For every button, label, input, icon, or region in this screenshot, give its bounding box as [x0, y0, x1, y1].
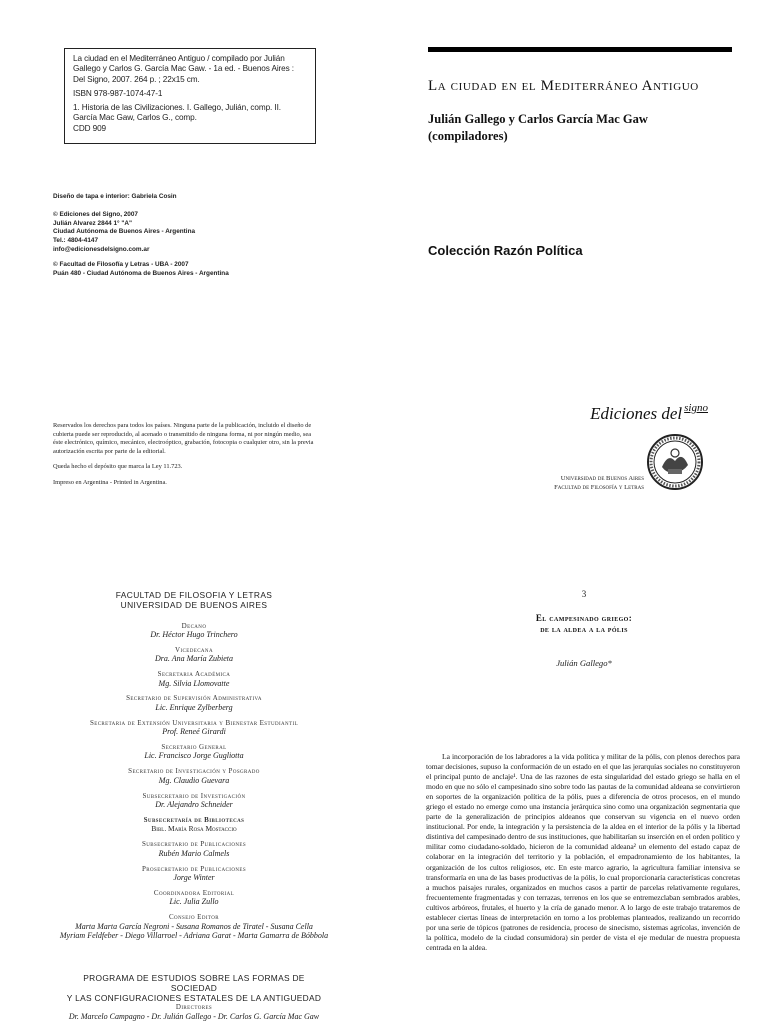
title-rule: [428, 47, 732, 52]
program-line: PROGRAMA DE ESTUDIOS SOBRE LAS FORMAS DE SOCIEDAD: [83, 973, 305, 994]
staff-role: Secretario General: [161, 743, 227, 752]
staff-name: Prof. Reneé Girardi: [162, 727, 226, 737]
staff-name: Mg. Claudio Guevara: [158, 775, 230, 785]
faculty-header-line: UNIVERSIDAD DE BUENOS AIRES: [120, 600, 268, 610]
staff-name: Lic. Enrique Zylberberg: [155, 702, 233, 712]
university-name: Universidad de Buenos Aires: [560, 475, 644, 482]
staff-name: Marta Marta García Negroni - Susana Romanos de Tiratel - Susana Cella: [75, 921, 313, 931]
staff-name: Dr. Alejandro Schneider: [155, 800, 233, 810]
cdd-number: CDD 909: [73, 123, 106, 133]
faculty-header: [66, 590, 322, 610]
staff-role: Coordinadora Editorial: [153, 888, 235, 897]
edition-line: info@edicionesdelsigno.com.ar: [53, 245, 150, 253]
staff-name: Myriam Feldfeber - Diego Villarroel - Adriana Garat - Marta Gamarra de Bóbbola: [59, 930, 329, 940]
book-title: La ciudad en el Mediterráneo Antiguo: [428, 78, 699, 94]
staff-name: Rubén Mario Calmels: [158, 848, 230, 858]
printed-in: Impreso en Argentina - Printed in Argentina.: [53, 478, 167, 486]
chapter-page: [384, 560, 768, 1024]
staff-role: Consejo Editor: [168, 913, 220, 922]
university-seal-icon: [646, 433, 704, 491]
faculty-header-line: FACULTAD DE FILOSOFIA Y LETRAS: [115, 590, 273, 600]
catalog-entry: La ciudad en el Mediterráneo Antiguo / compilado por Julián Gallego y Carlos G. García Mac Gaw. - 1a ed. - Buenos Aires : Del Signo, 2007. 264 p. ; 22x15 cm.: [73, 54, 294, 84]
staff-role: Decano: [181, 621, 207, 630]
legal-deposit: Queda hecho el depósito que marca la Ley 11.723.: [53, 463, 183, 471]
publisher-name: Ediciones del: [590, 404, 683, 423]
staff-role: Subsecretaría de Bibliotecas: [143, 815, 245, 824]
program-line: Y LAS CONFIGURACIONES ESTATALES DE LA ANTIGUEDAD: [66, 993, 322, 1004]
directors-names: Dr. Marcelo Campagno - Dr. Julián Gallego - Dr. Carlos G. García Mac Gaw: [68, 1012, 320, 1021]
staff-role: Secretario de Supervisión Administrativa: [126, 694, 262, 703]
authorities-page: [0, 560, 384, 1024]
staff-name: Jorge Winter: [173, 872, 215, 882]
compilers-note: (compiladores): [428, 129, 508, 143]
collection-name: Colección Razón Política: [428, 243, 583, 258]
catalog-record-box: [64, 48, 316, 144]
chapter-number: 3: [581, 589, 587, 599]
staff-role: Prosecretario de Publicaciones: [142, 864, 246, 873]
staff-name: Lic. Julia Zullo: [169, 897, 219, 907]
chapter-title: [464, 612, 704, 636]
edition-credits: [53, 193, 353, 278]
edition-line: Tel.: 4804-4147: [53, 237, 98, 245]
staff-role: Secretaria Académica: [157, 670, 231, 679]
staff-role: Subsecretario de Publicaciones: [142, 840, 246, 849]
publisher-logo: [538, 402, 708, 424]
staff-name: Dr. Héctor Hugo Trinchero: [150, 630, 238, 639]
rights-notice: [53, 422, 315, 495]
university-lines: [514, 474, 644, 492]
rights-text: Reservados los derechos para todos los países. Ninguna parte de la publicación, incluido el diseño de cubierta puede ser reproducido, al acenado o transmitido de ninguna forma, ni por ningún medio, sea éste electrónico, químico, mecánico, electroóptico, grabación, fotocopia o cualquier otro, sin la previa autorización escrita por parte de la editorial.: [53, 422, 314, 455]
directors-role: Directores: [175, 1003, 213, 1011]
chapter-body: La incorporación de los labradores a la vida política y militar de la pólis, con plenos derechos para tomar decisiones, supuso la conformación de un estado en el que las jerarquías sociales no constituyeron el principal punto de anclaje¹. Una de las razones de esta singularidad del estado griego se halla en el modo en que no sólo el campesinado sino sobre todo las pautas de la comunidad aldeana se convirtieron en soportes de la organización política de la pólis, pues a diferencia de otros procesos, en el mundo griego el estado no emerge como una instancia jerárquica sino como una organización segmentaria que parte de la generalización de principios aldeanos que conservan su vigencia en el nuevo orden institucional. Por ende, la integración y la persistencia de la aldea en el interior de la pólis y la libertad distintiva del campesinado dentro de sus instituciones, que habilitarían su inserción en el orden político y militar como ciudadano-soldado, hicieron de la comunidad aldeana² un elemento del estado capaz de colaborar en la integración del territorio y la población, el empadronamiento de los habitantes, la organización de los cultos religiosos, etc. En este marco agrario, la agricultura familiar intensiva se transformaría en una de las bases productivas de la pólis, lo cual proporcionaría características concretas a muchos paisajes rurales, organizados en muchos casos a partir de parcelas relativamente regulares, frecuentemente fragmentadas y con terrazas, terrenos en los que se entremezclaban sembrados arables, cultivos arbóreos, frutales, el huerto y la cría de ganado menor. A lo largo de este trabajo trataremos de establecer ciertas líneas de interpretación en torno a los problemas planteados, realizando un recorrido por una serie de tópicos (patrones de residencia, proceso de sinecismo, sistemas agrícolas, invención de la política, modelo de la ciudad consumidora) sin perder de vista el eje medular de nuestra propuesta centrada en la aldea.: [426, 752, 740, 952]
isbn: ISBN 978-987-1074-47-1: [73, 88, 163, 98]
staff-role: Vicedecana: [175, 645, 213, 654]
chapter-title-line: de la aldea a la pólis: [540, 625, 628, 634]
edition-line: © Ediciones del Signo, 2007: [53, 210, 138, 218]
chapter-title-line: El campesinado griego:: [535, 613, 633, 623]
program-title: [60, 973, 328, 1004]
faculty-line: Puán 480 - Ciudad Autónoma de Buenos Aires - Argentina: [53, 269, 229, 277]
faculty-name: Facultad de Filosofía y Letras: [554, 484, 644, 491]
staff-list: [40, 615, 348, 940]
staff-role: Secretaria de Extensión Universitaria y Bienestar Estudiantil: [89, 718, 299, 727]
staff-name: Dra. Ana María Zubieta: [154, 654, 234, 664]
chapter-author: Julián Gallego*: [556, 658, 612, 668]
staff-name: Lic. Francisco Jorge Gugliotta: [144, 751, 244, 761]
edition-line: Ciudad Autónoma de Buenos Aires - Argentina: [53, 228, 196, 236]
faculty-line: © Facultad de Filosofía y Letras - UBA - 2007: [53, 260, 189, 268]
compilers-names: Julián Gallego y Carlos García Mac Gaw: [428, 112, 648, 126]
colophon-page: [0, 0, 384, 560]
staff-role: Subsecretario de Investigación: [142, 791, 246, 800]
edition-line: Julián Alvarez 2844 1° "A": [53, 219, 133, 227]
staff-name: Mg. Silvia Llomovatte: [158, 678, 230, 688]
staff-name: Bibl. María Rosa Mostaccio: [151, 824, 237, 834]
catalog-subjects: 1. Historia de las Civilizaciones. I. Gallego, Julián, comp. II. García Mac Gaw, Carlos G., comp.: [73, 103, 281, 123]
publisher-mark: signo: [684, 402, 708, 414]
design-credit: Diseño de tapa e interior: Gabriela Cosin: [53, 193, 177, 200]
staff-role: Secretario de Investigación y Posgrado: [128, 767, 260, 776]
title-page: [384, 0, 768, 560]
compilers: [428, 111, 728, 145]
